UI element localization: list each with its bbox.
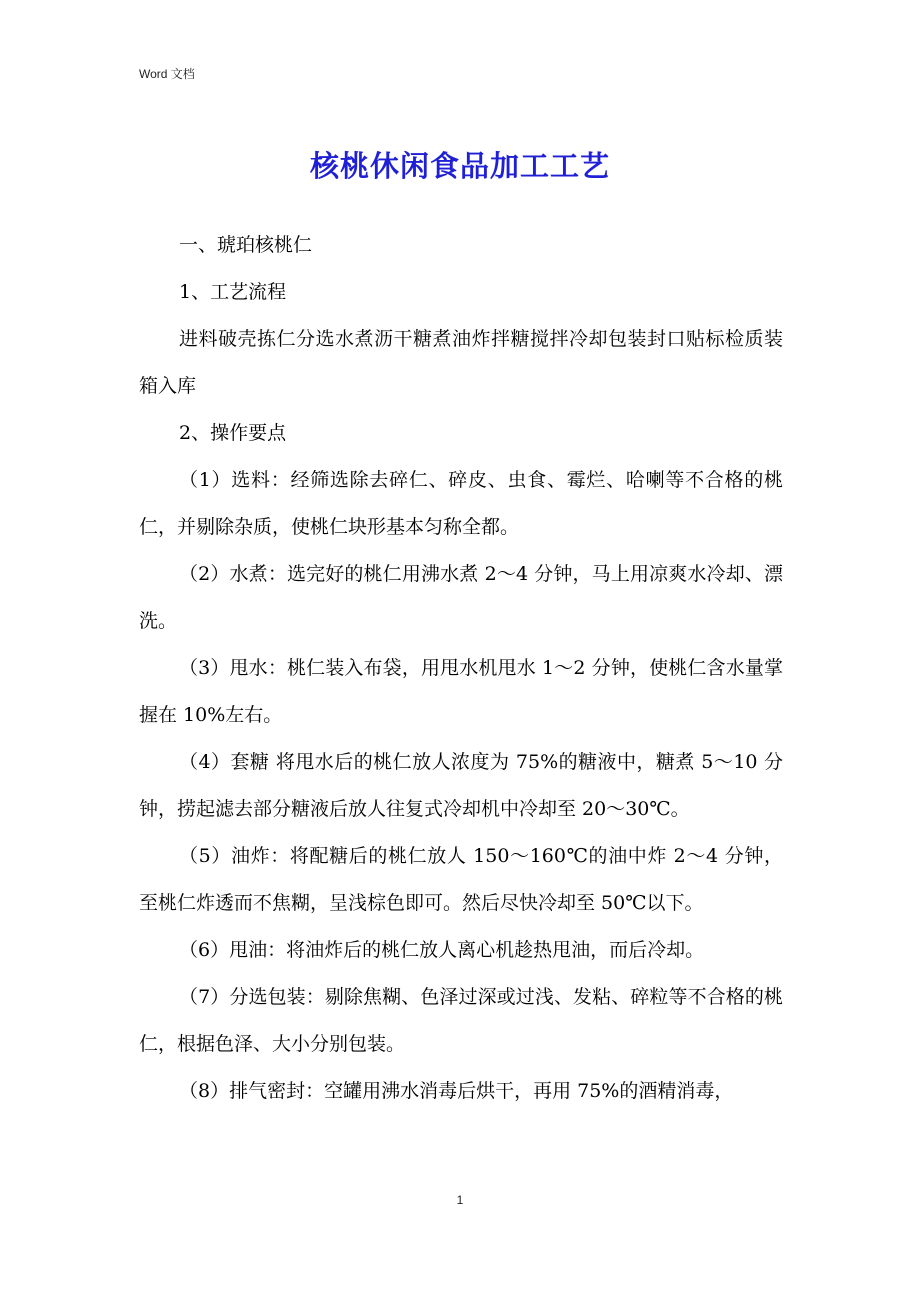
paragraph: （2）水煮：选完好的桃仁用沸水煮 2～4 分钟，马上用凉爽水冷却、漂洗。 [139, 563, 783, 632]
paragraph: （1）选料：经筛选除去碎仁、碎皮、虫食、霉烂、哈喇等不合格的桃仁，并剔除杂质，使桃仁块形基本匀称全都。 [139, 469, 783, 538]
document-body [139, 222, 783, 1115]
section-heading: 一、琥珀核桃仁 [179, 234, 313, 256]
paragraph: （6）甩油：将油炸后的桃仁放人离心机趁热甩油，而后冷却。 [179, 939, 705, 961]
page-title: 核桃休闲食品加工工艺 [309, 149, 610, 183]
paragraph: （7）分选包装：剔除焦糊、色泽过深或过浅、发粘、碎粒等不合格的桃仁，根据色泽、大小分别包装。 [139, 986, 783, 1055]
page-number: 1 [456, 1193, 464, 1207]
paragraph: （5）油炸：将配糖后的桃仁放人 150～160℃的油中炸 2～4 分钟，至桃仁炸透而不焦糊，呈浅棕色即可。然后尽快冷却至 50℃以下。 [139, 845, 783, 914]
paragraph: （4）套糖 将甩水后的桃仁放人浓度为 75%的糖液中，糖煮 5～10 分钟，捞起滤去部分糖液后放人往复式冷却机中冷却至 20～30℃。 [139, 751, 783, 820]
paragraph: （3）甩水：桃仁装入布袋，用甩水机甩水 1～2 分钟，使桃仁含水量掌握在 10%左右。 [139, 657, 783, 726]
paragraph: （8）排气密封：空罐用沸水消毒后烘干，再用 75%的酒精消毒， [179, 1080, 734, 1102]
subsection-heading: 1、工艺流程 [179, 281, 287, 303]
paragraph: 进料破壳拣仁分选水煮沥干糖煮油炸拌糖搅拌冷却包装封口贴标检质装箱入库 [139, 328, 783, 397]
document-header-label: Word 文档 [139, 67, 195, 81]
subsection-heading: 2、操作要点 [179, 422, 287, 444]
